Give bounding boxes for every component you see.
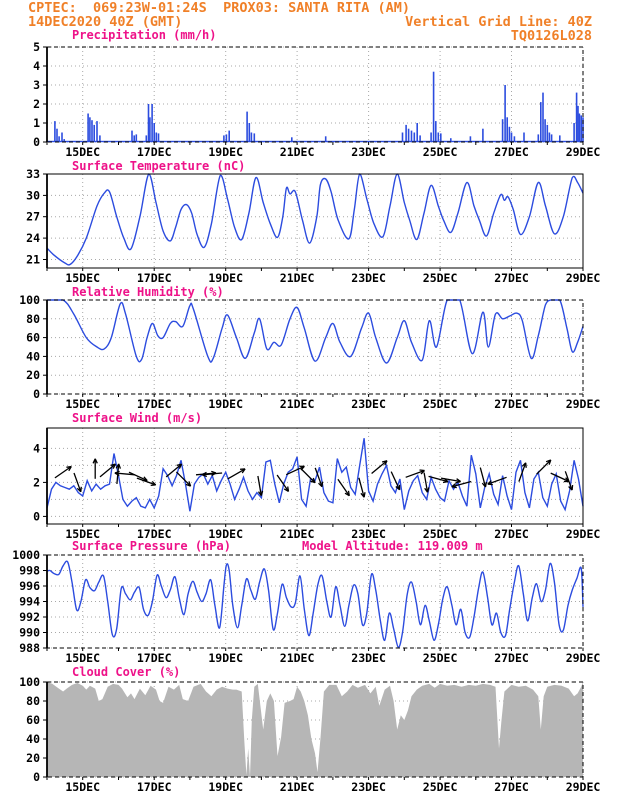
panel-title-surface-wind: Surface Wind (m/s) — [72, 411, 203, 425]
svg-text:21DEC: 21DEC — [279, 780, 315, 794]
svg-text:21DEC: 21DEC — [279, 527, 315, 541]
header-run-date: 14DEC2020 40Z (GMT) — [28, 14, 183, 30]
panel-title-relative-humidity: Relative Humidity (%) — [72, 285, 224, 299]
svg-text:17DEC: 17DEC — [136, 271, 172, 285]
svg-text:60: 60 — [26, 330, 40, 345]
svg-text:33: 33 — [26, 167, 40, 181]
panel-title-surface-temperature: Surface Temperature (nC) — [72, 159, 246, 173]
svg-text:19DEC: 19DEC — [208, 397, 244, 411]
panel-cloud-cover — [19, 675, 600, 794]
svg-text:17DEC: 17DEC — [136, 145, 172, 159]
svg-text:24: 24 — [26, 231, 40, 246]
panel-surface-temperature — [26, 167, 600, 285]
panel-title-cloud-cover: Cloud Cover (%) — [72, 665, 181, 679]
wind-direction-arrow — [537, 460, 551, 474]
svg-text:40: 40 — [26, 732, 40, 746]
svg-text:23DEC: 23DEC — [351, 780, 386, 794]
wind-direction-arrow — [228, 469, 245, 479]
gridlines — [47, 174, 583, 268]
svg-text:27DEC: 27DEC — [494, 780, 529, 794]
svg-text:0: 0 — [33, 135, 40, 149]
x-axis-labels — [65, 527, 600, 541]
panel-relative-humidity — [19, 293, 600, 411]
y-axis-labels — [12, 548, 40, 655]
svg-text:0: 0 — [33, 387, 40, 401]
svg-text:29DEC: 29DEC — [565, 145, 601, 159]
svg-text:2: 2 — [33, 97, 40, 111]
svg-text:25DEC: 25DEC — [422, 527, 458, 541]
svg-text:27DEC: 27DEC — [494, 651, 529, 665]
svg-text:3: 3 — [33, 78, 40, 92]
y-axis-labels — [33, 40, 40, 149]
svg-text:29DEC: 29DEC — [565, 397, 601, 411]
plot-frame — [47, 300, 583, 394]
svg-text:80: 80 — [26, 311, 40, 326]
svg-text:2: 2 — [33, 475, 40, 490]
panel-precipitation — [33, 40, 600, 159]
svg-text:30: 30 — [26, 188, 40, 203]
svg-text:25DEC: 25DEC — [422, 397, 458, 411]
svg-text:5: 5 — [33, 40, 40, 54]
svg-text:40: 40 — [26, 349, 40, 364]
svg-text:100: 100 — [19, 675, 40, 689]
svg-text:19DEC: 19DEC — [208, 780, 244, 794]
svg-text:27: 27 — [26, 209, 40, 224]
svg-text:996: 996 — [19, 579, 40, 593]
header-model-id: TQ0126L028 — [510, 28, 592, 44]
svg-text:21DEC: 21DEC — [279, 145, 315, 159]
svg-text:27DEC: 27DEC — [494, 397, 529, 411]
wind-direction-arrow — [286, 466, 304, 474]
svg-text:21: 21 — [26, 252, 40, 267]
svg-text:29DEC: 29DEC — [565, 271, 601, 285]
svg-text:15DEC: 15DEC — [65, 651, 101, 665]
series-precipitation — [47, 72, 584, 143]
svg-text:1000: 1000 — [12, 548, 40, 562]
svg-text:15DEC: 15DEC — [65, 397, 101, 411]
axis-ticks — [43, 174, 583, 271]
svg-text:19DEC: 19DEC — [208, 527, 244, 541]
y-axis-labels — [19, 675, 40, 784]
wind-direction-arrow — [258, 476, 263, 496]
svg-text:21DEC: 21DEC — [279, 397, 315, 411]
axis-ticks — [43, 300, 583, 397]
svg-text:17DEC: 17DEC — [136, 397, 172, 411]
wind-direction-arrow — [301, 469, 315, 483]
axis-ticks — [43, 448, 583, 527]
gridlines — [47, 300, 583, 394]
series-cloud-cover — [47, 682, 583, 777]
svg-text:20: 20 — [26, 368, 40, 383]
wind-direction-arrow — [480, 468, 486, 487]
svg-text:23DEC: 23DEC — [351, 527, 386, 541]
svg-text:15DEC: 15DEC — [65, 527, 101, 541]
svg-text:60: 60 — [26, 713, 40, 727]
svg-text:25DEC: 25DEC — [422, 780, 458, 794]
y-axis-labels — [19, 293, 40, 401]
svg-text:19DEC: 19DEC — [208, 271, 244, 285]
header-vertical-grid-line: Vertical Grid Line: 40Z — [405, 14, 592, 30]
svg-text:990: 990 — [19, 625, 40, 640]
svg-text:100: 100 — [19, 293, 40, 307]
svg-text:20: 20 — [26, 751, 40, 765]
svg-text:29DEC: 29DEC — [565, 651, 601, 665]
svg-text:17DEC: 17DEC — [136, 651, 172, 665]
svg-text:23DEC: 23DEC — [351, 397, 386, 411]
svg-text:23DEC: 23DEC — [351, 651, 386, 665]
svg-text:29DEC: 29DEC — [565, 527, 601, 541]
wind-direction-arrow — [93, 459, 97, 479]
svg-text:998: 998 — [19, 563, 40, 578]
panel-title-surface-pressure: Surface Pressure (hPa) — [72, 539, 231, 553]
svg-text:17DEC: 17DEC — [136, 527, 172, 541]
x-axis-labels — [65, 780, 600, 794]
svg-text:994: 994 — [19, 594, 40, 609]
x-axis-labels — [65, 651, 600, 665]
svg-text:0: 0 — [33, 509, 40, 524]
plot-frame — [47, 174, 583, 268]
svg-text:1: 1 — [33, 116, 40, 130]
wind-direction-arrow — [129, 472, 147, 480]
svg-text:27DEC: 27DEC — [494, 145, 529, 159]
svg-text:25DEC: 25DEC — [422, 271, 458, 285]
wind-direction-arrow — [424, 473, 429, 493]
svg-text:80: 80 — [26, 694, 40, 708]
svg-text:23DEC: 23DEC — [351, 271, 386, 285]
wind-direction-arrow — [100, 464, 115, 477]
svg-text:25DEC: 25DEC — [422, 145, 458, 159]
wind-direction-arrow — [372, 461, 387, 474]
svg-text:21DEC: 21DEC — [279, 271, 315, 285]
svg-text:19DEC: 19DEC — [208, 651, 244, 665]
y-axis-labels — [33, 441, 40, 523]
svg-text:4: 4 — [33, 441, 40, 456]
svg-text:19DEC: 19DEC — [208, 145, 244, 159]
svg-text:15DEC: 15DEC — [65, 780, 101, 794]
svg-text:0: 0 — [33, 770, 40, 784]
series-surface-wind — [47, 438, 583, 511]
x-axis-labels — [65, 271, 600, 285]
x-axis-labels — [65, 397, 600, 411]
svg-text:4: 4 — [33, 59, 40, 73]
header-station-line: CPTEC: 069:23W-01:24S PROX03: SANTA RITA (AM) — [28, 0, 411, 16]
svg-text:21DEC: 21DEC — [279, 651, 315, 665]
svg-text:15DEC: 15DEC — [65, 145, 101, 159]
svg-text:23DEC: 23DEC — [351, 145, 386, 159]
panel-title-precipitation: Precipitation (mm/h) — [72, 28, 217, 42]
series-relative-humidity — [47, 300, 583, 363]
svg-text:29DEC: 29DEC — [565, 780, 601, 794]
panel-surface-wind — [33, 428, 600, 541]
wind-direction-arrow — [338, 479, 349, 495]
series-surface-pressure — [47, 561, 583, 647]
svg-text:15DEC: 15DEC — [65, 271, 101, 285]
wind-direction-arrow — [359, 478, 365, 497]
x-axis-labels — [65, 145, 600, 159]
wind-direction-arrow — [406, 470, 425, 477]
svg-text:17DEC: 17DEC — [136, 780, 172, 794]
svg-text:988: 988 — [19, 641, 40, 655]
svg-text:25DEC: 25DEC — [422, 651, 458, 665]
y-axis-labels — [26, 167, 40, 267]
panel-subtitle-model-altitude: Model Altitude: 119.009 m — [302, 539, 483, 553]
svg-text:27DEC: 27DEC — [494, 527, 529, 541]
svg-text:27DEC: 27DEC — [494, 271, 529, 285]
series-surface-temperature — [47, 174, 583, 265]
svg-text:992: 992 — [19, 610, 40, 624]
panel-surface-pressure — [12, 548, 600, 665]
wind-direction-arrow — [55, 467, 71, 478]
